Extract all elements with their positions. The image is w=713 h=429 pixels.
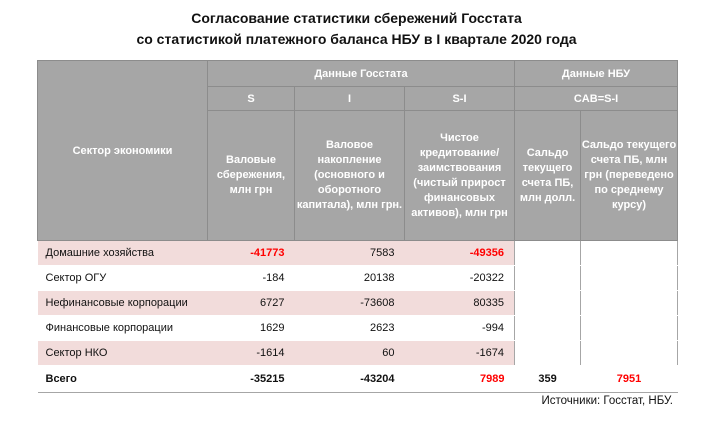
row-s: -1614 bbox=[208, 341, 295, 366]
row-si: -994 bbox=[405, 316, 515, 341]
table-title-line-2: со статистикой платежного баланса НБУ в I квартале 2020 года bbox=[136, 31, 577, 47]
header-net-lending: Чистое кредитование/ заимствования (чистый прирост финансовых активов), млн грн bbox=[405, 111, 515, 241]
row-cab-usd bbox=[515, 291, 581, 316]
row-si: -1674 bbox=[405, 341, 515, 366]
header-accumulation: Валовое накопление (основного и оборотного капитала), млн грн. bbox=[295, 111, 405, 241]
row-i: 60 bbox=[295, 341, 405, 366]
row-cab-uah bbox=[581, 316, 678, 341]
total-label: Всего bbox=[38, 366, 208, 393]
row-sector: Сектор ОГУ bbox=[38, 266, 208, 291]
header-gosstat-group: Данные Госстата bbox=[208, 61, 515, 87]
row-sector: Нефинансовые корпорации bbox=[38, 291, 208, 316]
row-sector: Сектор НКО bbox=[38, 341, 208, 366]
row-cab-usd bbox=[515, 266, 581, 291]
row-cab-uah bbox=[581, 241, 678, 266]
header-cab-uah: Сальдо текущего счета ПБ, млн грн (переведено по среднему курсу) bbox=[581, 111, 678, 241]
total-row bbox=[38, 366, 678, 393]
row-si: -20322 bbox=[405, 266, 515, 291]
header-si: S-I bbox=[405, 87, 515, 111]
row-cab-uah bbox=[581, 341, 678, 366]
header-savings: Валовые сбережения, млн грн bbox=[208, 111, 295, 241]
total-i: -43204 bbox=[295, 366, 405, 393]
total-si: 7989 bbox=[405, 366, 515, 393]
row-s: -41773 bbox=[208, 241, 295, 266]
row-i: 7583 bbox=[295, 241, 405, 266]
row-sector: Финансовые корпорации bbox=[38, 316, 208, 341]
row-cab-uah bbox=[581, 266, 678, 291]
total-cab-uah: 7951 bbox=[581, 366, 678, 393]
header-nbu-group: Данные НБУ bbox=[515, 61, 678, 87]
header-s: S bbox=[208, 87, 295, 111]
row-sector: Домашние хозяйства bbox=[38, 241, 208, 266]
row-i: -73608 bbox=[295, 291, 405, 316]
table-row bbox=[38, 316, 678, 341]
total-s: -35215 bbox=[208, 366, 295, 393]
table-row bbox=[38, 266, 678, 291]
table-row bbox=[38, 341, 678, 366]
row-s: 6727 bbox=[208, 291, 295, 316]
table-row bbox=[38, 291, 678, 316]
header-cab: CAB=S-I bbox=[515, 87, 678, 111]
table-title-line-1: Согласование статистики сбережений Госстата bbox=[191, 10, 522, 26]
row-si: 80335 bbox=[405, 291, 515, 316]
row-i: 2623 bbox=[295, 316, 405, 341]
row-s: 1629 bbox=[208, 316, 295, 341]
total-cab-usd: 359 bbox=[515, 366, 581, 393]
row-cab-uah bbox=[581, 291, 678, 316]
source-note: Источники: Госстат, НБУ. bbox=[541, 395, 673, 407]
row-i: 20138 bbox=[295, 266, 405, 291]
row-si: -49356 bbox=[405, 241, 515, 266]
row-cab-usd bbox=[515, 241, 581, 266]
row-cab-usd bbox=[515, 316, 581, 341]
savings-table bbox=[37, 60, 678, 393]
table-row bbox=[38, 241, 678, 266]
header-cab-usd: Сальдо текущего счета ПБ, млн долл. bbox=[515, 111, 581, 241]
row-cab-usd bbox=[515, 341, 581, 366]
row-s: -184 bbox=[208, 266, 295, 291]
header-i: I bbox=[295, 87, 405, 111]
header-sector: Сектор экономики bbox=[38, 61, 208, 241]
